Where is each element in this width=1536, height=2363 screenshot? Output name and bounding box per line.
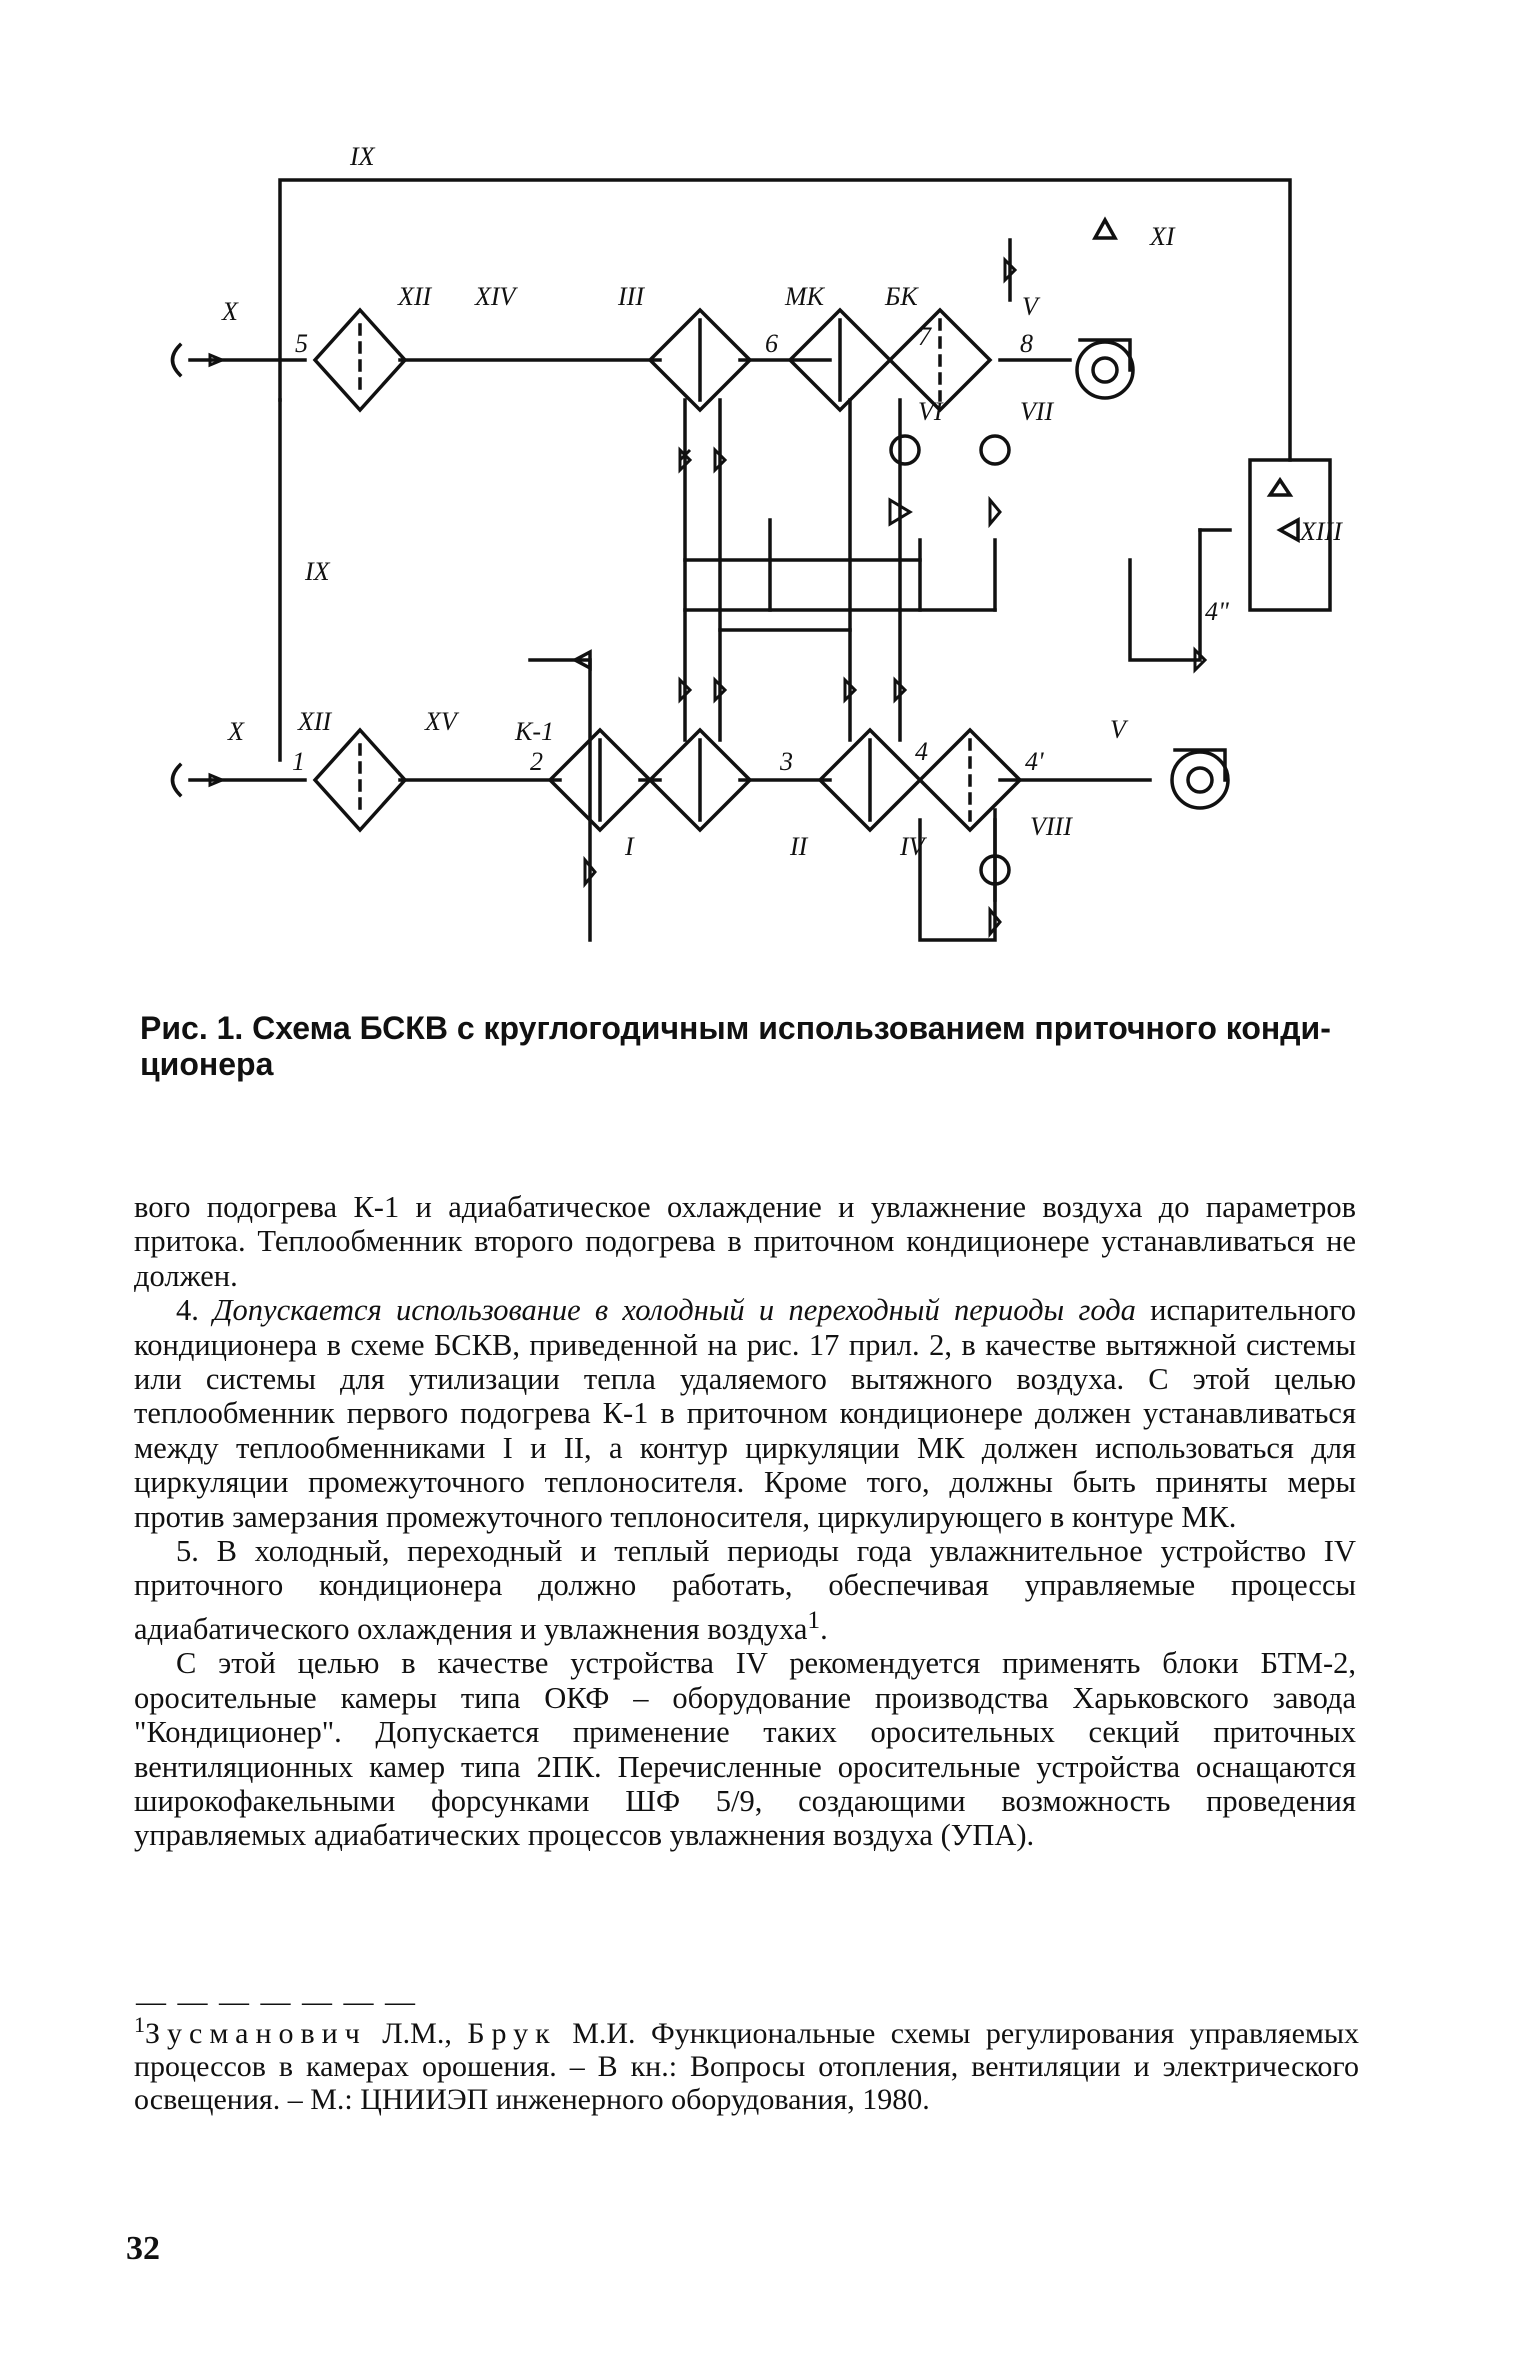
label-ix-mid: IX: [305, 557, 330, 586]
paragraph-6: С этой целью в качестве устройства IV рекомендуется применять блоки БТМ-2, оросительные камеры типа ОКФ – оборудование производства Харьковского завода "Кондиционер". Допускается применение таких оросительных секций приточных вентиляционных камер типа 2ПК. Перечисленные оросительные устройства оснащаются широкофакельными форсунками ШФ 5/9, создающими возможность проведения управляемых адиабатических процессов увлажнения воздуха (УПА).: [134, 1646, 1356, 1853]
label-n3: 3: [780, 747, 793, 776]
p4-italic: Допускается использование в холодный и переходный периоды года: [213, 1293, 1136, 1328]
footnote-author2: Брук: [467, 2017, 557, 2050]
label-x-top: X: [222, 297, 238, 326]
label-n7: 7: [918, 322, 931, 351]
label-mk: MK: [785, 282, 824, 311]
label-xi: XI: [1150, 222, 1175, 251]
label-v-bot: V: [1110, 715, 1126, 744]
p5-text: 5. В холодный, переходный и теплый периоды года увлажнительное устройство IV приточного кондиционера должно работать, обеспечивая управляемые процессы адиабатического охлаждения и увлажнения воздуха: [134, 1534, 1356, 1647]
figure-caption: Рис. 1. Схема БСКВ с круглогодичным использованием приточного конди-ционера: [140, 1010, 1331, 1082]
label-n2: 2: [530, 747, 543, 776]
label-n4: 4: [915, 737, 928, 766]
label-k1: K-1: [515, 717, 554, 746]
label-iv: IV: [900, 832, 925, 861]
label-ii: II: [790, 832, 808, 861]
paragraph-5: [134, 1534, 1356, 1646]
label-xii-bot: XII: [298, 707, 332, 736]
footnote-init1: Л.М.,: [382, 2017, 452, 2050]
p4-rest: испарительного кондиционера в схеме БСКВ, приведенной на рис. 17 прил. 2, в качестве вытяжной системы или системы для утилизации тепла удаляемого вытяжного воздуха. С этой целью теплообменник первого подогрева К-1 в приточном кондиционере должен устанавливаться между теплообменниками I и II, а контур циркуляции МК должен использоваться для циркуляции промежуточного теплоносителя. Кроме того, должны быть приняты меры против замерзания промежуточного теплоносителя, циркулирующего в контуре МК.: [134, 1293, 1357, 1534]
body-text: [134, 1190, 1356, 1853]
footnote-rule: — — — — — — —: [136, 1985, 417, 2018]
label-n1: 1: [292, 747, 305, 776]
label-n5: 5: [295, 329, 308, 358]
paragraph-continued: вого подогрева К-1 и адиабатическое охлаждение и увлажнение воздуха до параметров притока. Теплообменник второго подогрева в приточном кондиционере устанавливаться не должен.: [134, 1190, 1356, 1293]
label-vi: VI: [918, 397, 943, 426]
footnote: [134, 2008, 1359, 2116]
label-iii: III: [618, 282, 644, 311]
paragraph-4: [134, 1293, 1356, 1534]
pump-vii: [981, 436, 1009, 464]
fan-bottom: [1172, 752, 1228, 808]
p5-footnote-mark: 1: [807, 1605, 821, 1634]
label-n6: 6: [765, 329, 778, 358]
label-xiii: XIII: [1300, 517, 1342, 546]
label-n8: 8: [1020, 329, 1033, 358]
label-i: I: [625, 832, 634, 861]
p5-end: .: [820, 1612, 828, 1647]
label-bk: БК: [885, 282, 918, 311]
label-viii: VIII: [1030, 812, 1072, 841]
p4-number: 4.: [176, 1293, 199, 1328]
label-n4p: 4': [1025, 747, 1044, 776]
label-n4pp: 4": [1205, 597, 1229, 626]
label-ix-top: IX: [350, 142, 375, 171]
label-xii-top: XII: [398, 282, 432, 311]
footnote-author1: Зусманович: [145, 2017, 367, 2050]
page-number: 32: [126, 2230, 160, 2267]
label-vii: VII: [1020, 397, 1054, 426]
label-xv: XV: [425, 707, 457, 736]
pump-vi: [891, 436, 919, 464]
footnote-text: Функциональные схемы регулирования управляемых процессов в камерах орошения. – В кн.: Вопросы отопления, вентиляции и электрического освещения. – М.: ЦНИИЭП инженерного оборудования, 1980.: [134, 2017, 1360, 2116]
diagram-labels: [221, 142, 1343, 861]
footnote-mark: 1: [134, 2012, 145, 2037]
footnote-init2: М.И.: [572, 2017, 636, 2050]
air-conditioning-scheme-diagram: [150, 120, 1400, 960]
label-xiv: XIV: [475, 282, 516, 311]
label-v-top: V: [1022, 292, 1038, 321]
equipment: [173, 220, 1331, 884]
label-x-bot: X: [228, 717, 244, 746]
fan-top: [1077, 342, 1133, 398]
